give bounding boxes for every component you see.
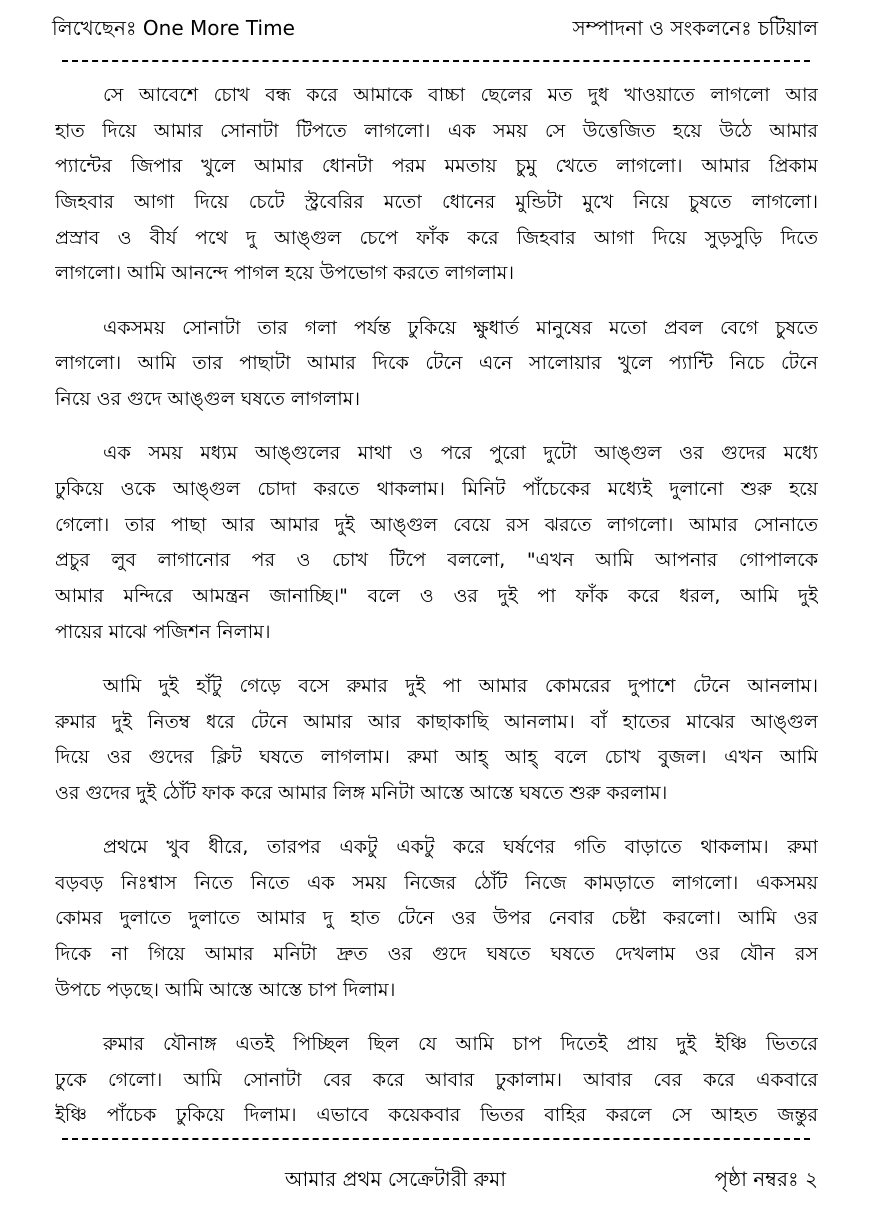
- editor-credit: সম্পাদনা ও সংকলনেঃ চটিয়াল: [572, 16, 818, 40]
- text-line: একসময় সোনাটা তার গলা পর্যন্ত ঢুকিয়ে ক্ষুধার্ত মানুষের মতো প্রবল বেগে চুষতে: [103, 316, 818, 339]
- text-line: প্যান্টের জিপার খুলে আমার ধোনটা পরম মমতায় চুমু খেতে লাগলো। আমার প্রিকাম: [55, 155, 818, 178]
- paragraph: [55, 669, 818, 812]
- text-line: রুমার দুই নিতম্ব ধরে টেনে আমার আর কাছাকাছি আনলাম। বাঁ হাতের মাঝের আঙ্গুল: [55, 710, 818, 733]
- text-line: পায়ের মাঝে পজিশন নিলাম।: [55, 620, 271, 643]
- text-line: জিহবার আগা দিয়ে চেটে স্ট্রবেরির মতো ধোনের মুন্ডিটা মুখে নিয়ে চুষতে লাগলো।: [55, 191, 818, 214]
- paragraph: [55, 436, 818, 650]
- text-line: প্রস্রাব ও বীর্য পথে দু আঙ্গুল চেপে ফাঁক করে জিহবার আগা দিয়ে সুড়সুড়ি দিতে: [55, 226, 818, 249]
- text-line: বড়বড় নিঃশ্বাস নিতে নিতে এক সময় নিজের ঠোঁট নিজে কামড়াতে লাগলো। একসময়: [55, 871, 818, 894]
- text-line: উপচে পড়ছে। আমি আস্তে আস্তে চাপ দিলাম।: [55, 978, 396, 1001]
- page-number: পৃষ্ঠা নম্বরঃ ২: [714, 1167, 818, 1191]
- story-title: আমার প্রথম সেক্রেটারী রুমা: [285, 1167, 507, 1191]
- author-credit: লিখেছেনঃ One More Time: [52, 16, 295, 40]
- text-line: নিয়ে ওর গুদে আঙ্গুল ঘষতে লাগলাম।: [55, 388, 361, 410]
- text-line: ঢুকিয়ে ওকে আঙ্গুল চোদা করতে থাকলাম। মিনিট পাঁচেকের মধ্যেই দুলানো শুরু হয়ে: [55, 477, 818, 500]
- text-line: ওর গুদের দুই ঠোঁট ফাক করে আমার লিঙ্গ মনিটা আস্তে আস্তে ঘষতে শুরু করলাম।: [55, 781, 668, 804]
- text-line: হাত দিয়ে আমার সোনাটা টিপতে লাগলো। এক সময় সে উত্তেজিত হয়ে উঠে আমার: [55, 119, 818, 142]
- footer-divider: [62, 1138, 810, 1140]
- text-line: ঢুকে গেলো। আমি সোনাটা বের করে আবার ঢুকালাম। আবার বের করে একবারে: [55, 1068, 818, 1091]
- text-line: এক সময় মধ্যম আঙ্গুলের মাথা ও পরে পুরো দুটো আঙ্গুল ওর গুদের মধ্যে: [103, 442, 818, 465]
- text-line: লাগলো। আমি আনন্দে পাগল হয়ে উপভোগ করতে লাগলাম।: [55, 262, 515, 285]
- paragraph: [55, 830, 818, 1008]
- text-line: গেলো। তার পাছা আর আমার দুই আঙ্গুল বেয়ে রস ঝরতে লাগলো। আমার সোনাতে: [55, 513, 818, 536]
- story-body: [55, 78, 818, 1153]
- text-line: দিয়ে ওর গুদের ক্লিট ঘষতে লাগলাম। রুমা আহ্‌ আহ্‌ বলে চোখ বুজল। এখন আমি: [55, 746, 818, 769]
- text-line: লাগলো। আমি তার পাছাটা আমার দিকে টেনে এনে সালোয়ার খুলে প্যান্টি নিচে টেনে: [55, 352, 818, 375]
- text-line: প্রচুর লুব লাগানোর পর ও চোখ টিপে বললো, "এখন আমি আপনার গোপালকে: [55, 549, 818, 572]
- paragraph: [55, 1027, 818, 1134]
- text-line: ইঞ্চি পাঁচেক ঢুকিয়ে দিলাম। এভাবে কয়েকবার ভিতর বাহির করলে সে আহত জন্তুর: [55, 1104, 818, 1127]
- text-line: প্রথমে খুব ধীরে, তারপর একটু একটু করে ঘর্ষণের গতি বাড়াতে থাকলাম। রুমা: [103, 836, 818, 859]
- paragraph: [55, 78, 818, 292]
- text-line: দিকে না গিয়ে আমার মনিটা দ্রুত ওর গুদে ঘষতে ঘষতে দেখলাম ওর যৌন রস: [55, 943, 818, 966]
- paragraph: [55, 311, 818, 418]
- text-line: আমি দুই হাঁটু গেড়ে বসে রুমার দুই পা আমার কোমরের দুপাশে টেনে আনলাম।: [103, 674, 818, 697]
- text-line: সে আবেশে চোখ বন্ধ করে আমাকে বাচ্চা ছেলের মত দুধ খাওয়াতে লাগলো আর: [103, 84, 818, 106]
- header-divider: [62, 60, 810, 62]
- text-line: রুমার যৌনাঙ্গ এতই পিচ্ছিল ছিল যে আমি চাপ দিতেই প্রায় দুই ইঞ্চি ভিতরে: [103, 1033, 818, 1055]
- text-line: আমার মন্দিরে আমন্ত্রন জানাচ্ছি।" বলে ও ওর দুই পা ফাঁক করে ধরল, আমি দুই: [55, 584, 818, 607]
- text-line: কোমর দুলাতে দুলাতে আমার দু হাত টেনে ওর উপর নেবার চেষ্টা করলো। আমি ওর: [55, 907, 818, 930]
